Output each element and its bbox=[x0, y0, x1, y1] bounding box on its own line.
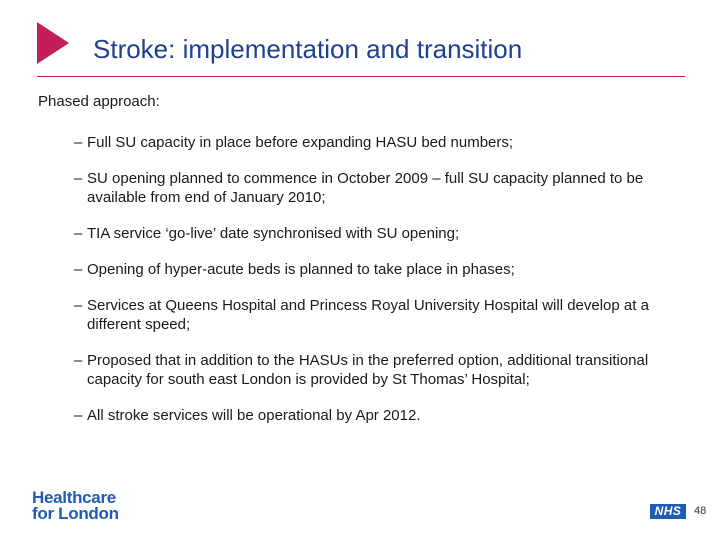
bullet-dash: – bbox=[74, 352, 83, 369]
bullet-list bbox=[74, 133, 704, 442]
bullet-text: All stroke services will be operational by Apr 2012. bbox=[87, 407, 421, 424]
title-arrow-icon bbox=[37, 22, 69, 64]
bullet-dash: – bbox=[74, 134, 83, 151]
logo-line-2: for London bbox=[32, 504, 119, 523]
bullet-item bbox=[74, 169, 704, 207]
bullet-text: SU opening planned to commence in October 2009 – full SU capacity planned to be available from end of January 2010; bbox=[87, 170, 644, 206]
bullet-item bbox=[74, 133, 704, 152]
bullet-text: Opening of hyper-acute beds is planned to take place in phases; bbox=[87, 261, 515, 278]
bullet-text: Services at Queens Hospital and Princess Royal University Hospital will develop at a different speed; bbox=[87, 297, 649, 333]
bullet-item bbox=[74, 224, 704, 243]
bullet-dash: – bbox=[74, 261, 83, 278]
page-number: 48 bbox=[694, 505, 707, 517]
bullet-text: TIA service ‘go-live’ date synchronised with SU opening; bbox=[87, 225, 460, 242]
title-divider bbox=[37, 76, 685, 77]
bullet-dash: – bbox=[74, 225, 83, 242]
bullet-dash: – bbox=[74, 297, 83, 314]
bullet-item bbox=[74, 406, 704, 425]
slide-title: Stroke: implementation and transition bbox=[93, 34, 523, 64]
bullet-dash: – bbox=[74, 407, 83, 424]
bullet-dash: – bbox=[74, 170, 83, 187]
bullet-item bbox=[74, 296, 704, 334]
intro-text: Phased approach: bbox=[38, 93, 160, 110]
healthcare-for-london-logo bbox=[32, 490, 119, 522]
bullet-text: Full SU capacity in place before expanding HASU bed numbers; bbox=[87, 134, 514, 151]
logo-line-1: Healthcare bbox=[32, 488, 116, 507]
bullet-item bbox=[74, 351, 704, 389]
nhs-logo: NHS bbox=[650, 504, 686, 519]
bullet-item bbox=[74, 260, 704, 279]
bullet-text: Proposed that in addition to the HASUs in the preferred option, additional transitional capacity for south east London is provided by St Thomas’ Hospital; bbox=[87, 352, 649, 388]
